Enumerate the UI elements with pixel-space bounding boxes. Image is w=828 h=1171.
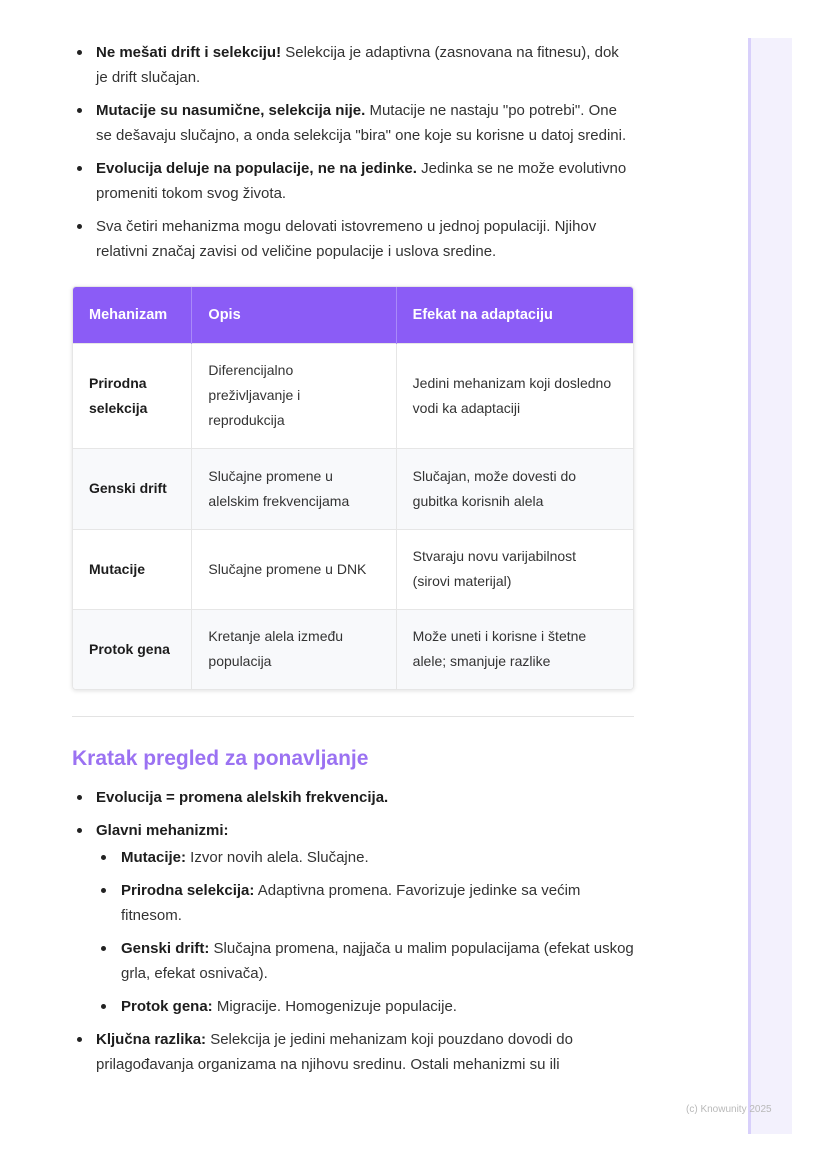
cell-mechanism: Protok gena	[73, 609, 192, 689]
mechanisms-table	[72, 286, 634, 690]
sublist-item	[96, 878, 634, 928]
table-row	[73, 448, 633, 529]
cell-mechanism: Prirodna selekcija	[73, 343, 192, 448]
bullet-text: Sva četiri mehanizma mogu delovati istovremeno u jednoj populaciji. Njihov relativni značaj zavisi od veličine populacije i uslova sredine.	[96, 218, 597, 260]
bullet-bold: Evolucija = promena alelskih frekvencija.	[96, 789, 389, 806]
sub-bold: Prirodna selekcija:	[121, 882, 255, 899]
table-row	[73, 343, 633, 448]
sublist-item	[96, 845, 634, 870]
cell-mechanism: Genski drift	[73, 448, 192, 529]
sub-text: Izvor novih alela. Slučajne.	[186, 849, 369, 866]
key-notes-list	[72, 40, 634, 264]
bullet-bold: Glavni mehanizmi:	[96, 822, 229, 839]
cell-description: Diferencijalno preživljavanje i reprodukcija	[192, 343, 396, 448]
list-item	[72, 785, 634, 810]
bullet-bold: Ne mešati drift i selekciju!	[96, 44, 282, 61]
list-item	[72, 40, 634, 90]
table-header-row	[73, 287, 633, 343]
list-item	[72, 98, 634, 148]
section-heading: Kratak pregled za ponavljanje	[72, 747, 369, 770]
bullet-text: Jedinka se ne može evolutivno promeniti tokom svog života.	[96, 160, 627, 202]
cell-effect: Stvaraju novu varijabilnost (sirovi materijal)	[396, 529, 633, 609]
sub-text: Migracije. Homogenizuje populacije.	[212, 998, 457, 1015]
sub-bold: Mutacije:	[121, 849, 187, 866]
bullet-bold: Evolucija deluje na populacije, ne na jedinke.	[96, 160, 417, 177]
bullet-bold: Ključna razlika:	[96, 1031, 207, 1048]
sub-bold: Protok gena:	[121, 998, 213, 1015]
sub-text: Adaptivna promena. Favorizuje jedinke sa većim fitnesom.	[121, 882, 581, 924]
sublist-item	[96, 936, 634, 986]
list-item	[72, 214, 634, 264]
bullet-text: Mutacije ne nastaju "po potrebi". One se dešavaju slučajno, a onda selekcija "bira" one koje su korisne u datoj sredini.	[96, 102, 627, 144]
sub-text: Slučajna promena, najjača u malim populacijama (efekat uskog grla, efekat osnivača).	[121, 940, 634, 982]
column-header-mechanism: Mehanizam	[73, 287, 192, 343]
cell-effect: Jedini mehanizam koji dosledno vodi ka adaptaciji	[396, 343, 633, 448]
side-panel	[748, 38, 792, 1134]
mechanisms-sublist	[96, 845, 634, 1019]
cell-description: Kretanje alela između populacija	[192, 609, 396, 689]
bullet-text: Selekcija je adaptivna (zasnovana na fitnesu), dok je drift slučajan.	[96, 44, 619, 86]
cell-mechanism: Mutacije	[73, 529, 192, 609]
bullet-text: Selekcija je jedini mehanizam koji pouzdano dovodi do prilagođavanja organizama na njihovu sredinu. Ostali mehanizmi su ili	[96, 1031, 573, 1073]
cell-effect: Slučajan, može dovesti do gubitka korisnih alela	[396, 448, 633, 529]
column-header-effect: Efekat na adaptaciju	[396, 287, 633, 343]
sub-bold: Genski drift:	[121, 940, 210, 957]
list-item	[72, 818, 634, 1019]
summary-list	[72, 785, 634, 1077]
column-header-description: Opis	[192, 287, 396, 343]
cell-effect: Može uneti i korisne i štetne alele; smanjuje razlike	[396, 609, 633, 689]
table-row	[73, 529, 633, 609]
content-column	[72, 40, 634, 1085]
cell-description: Slučajne promene u alelskim frekvencijama	[192, 448, 396, 529]
cell-description: Slučajne promene u DNK	[192, 529, 396, 609]
list-item	[72, 1027, 634, 1077]
copyright-note: (c) Knowunity 2025	[686, 1104, 772, 1115]
list-item	[72, 156, 634, 206]
sublist-item	[96, 994, 634, 1019]
table-row	[73, 609, 633, 689]
section-divider	[72, 716, 634, 717]
bullet-bold: Mutacije su nasumične, selekcija nije.	[96, 102, 366, 119]
